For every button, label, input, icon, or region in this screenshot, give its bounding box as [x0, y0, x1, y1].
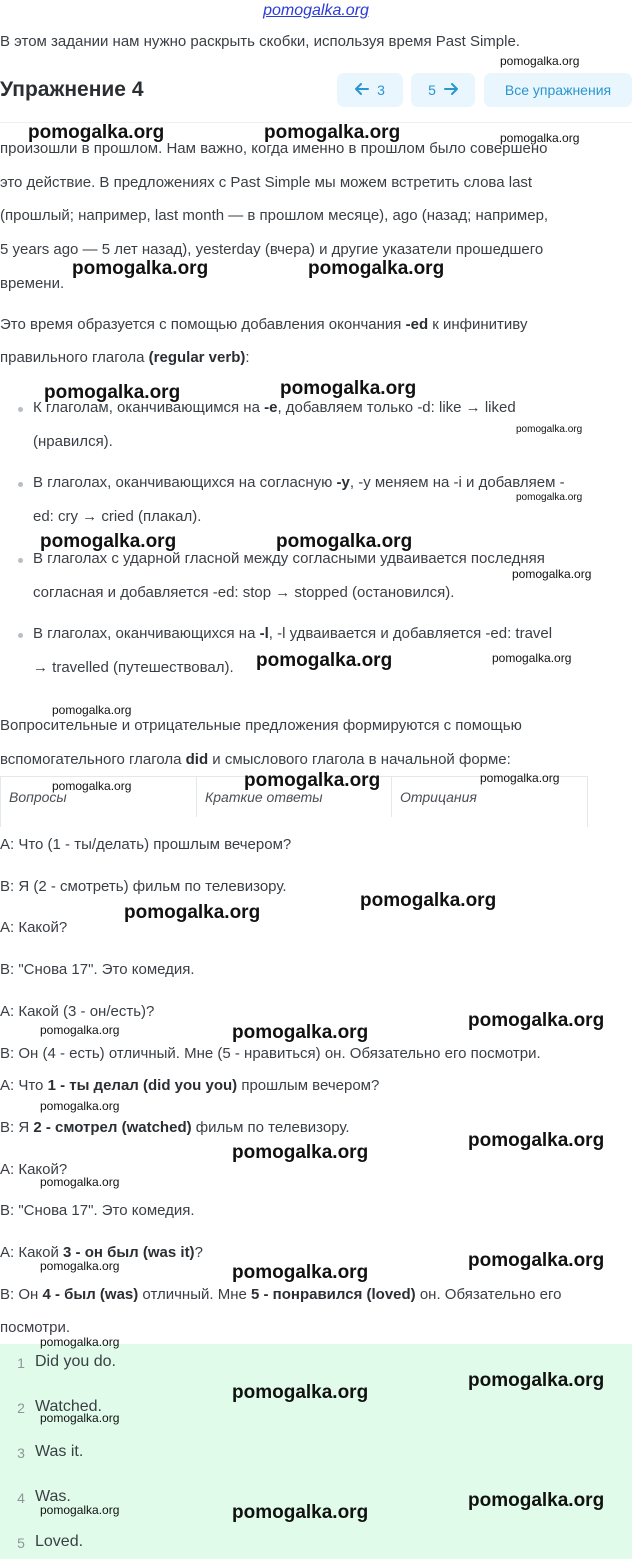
solution-line: посмотри. [0, 1319, 71, 1336]
arrow-right-icon [444, 82, 458, 98]
next-exercise-button[interactable] [411, 73, 475, 107]
list-item: В глаголах, оканчивающихся на согласную -y, -y меняем на -i и добавляем - [33, 474, 565, 491]
list-item: В глаголах, оканчивающихся на -l, -l удваивается и добавляется -ed: travel [33, 625, 553, 642]
exercise-title: Упражнение 4 [0, 78, 144, 101]
watermark-small: pomogalka.org [52, 703, 132, 717]
watermark-small: pomogalka.org [40, 1023, 120, 1037]
bullet-dot [18, 633, 23, 638]
watermark-small: pomogalka.org [40, 1335, 120, 1349]
theory-line: Вопросительные и отрицательные предложения формируются с помощью [0, 717, 522, 734]
solution-line: A: Какой 3 - он был (was it)? [0, 1244, 203, 1261]
list-item-continuation: ed: cry → cried (плакал). [33, 508, 202, 525]
prev-exercise-label: 3 [377, 82, 385, 98]
watermark-small: pomogalka.org [512, 567, 592, 581]
watermark: pomogalka.org [40, 531, 177, 552]
answer-text: Did you do. [35, 1353, 116, 1370]
watermark: pomogalka.org [232, 1262, 369, 1283]
task-line: A: Какой? [0, 919, 68, 936]
watermark-small: pomogalka.org [40, 1259, 120, 1273]
watermark: pomogalka.org [124, 902, 261, 923]
table-header-questions: Вопросы [1, 777, 197, 817]
bullet-dot [18, 558, 23, 563]
watermark: pomogalka.org [276, 531, 413, 552]
task-line: B: "Снова 17". Это комедия. [0, 961, 195, 978]
list-item: В глаголах с ударной гласной между согласными удваивается последняя [33, 550, 545, 567]
next-exercise-label: 5 [428, 82, 436, 98]
watermark-small: pomogalka.org [500, 131, 580, 145]
solution-line: B: Он 4 - был (was) отличный. Мне 5 - понравился (loved) он. Обязательно его [0, 1286, 562, 1303]
answer-number: 2 [17, 1400, 25, 1416]
watermark: pomogalka.org [232, 1142, 369, 1163]
watermark-small: pomogalka.org [52, 779, 132, 793]
watermark: pomogalka.org [468, 1370, 605, 1391]
watermark: pomogalka.org [256, 650, 393, 671]
theory-line: произошли в прошлом. Нам важно, когда именно в прошлом было совершено [0, 140, 548, 157]
all-exercises-label: Все упражнения [504, 82, 612, 98]
watermark-small: pomogalka.org [492, 651, 572, 665]
theory-line: правильного глагола (regular verb): [0, 349, 250, 366]
solution-line: B: "Снова 17". Это комедия. [0, 1202, 195, 1219]
watermark-small: pomogalka.org [500, 54, 580, 68]
watermark-small: pomogalka.org [40, 1411, 120, 1425]
answer-text: Loved. [35, 1533, 84, 1550]
solution-line: A: Какой? [0, 1161, 68, 1178]
task-line: A: Какой (3 - он/есть)? [0, 1003, 155, 1020]
answer-number: 1 [17, 1355, 25, 1371]
bullet-dot [18, 482, 23, 487]
table-header-short-answers: Краткие ответы [197, 777, 392, 817]
theory-line: (прошлый; например, last month — в прошлом месяце), ago (назад; например, [0, 207, 549, 224]
watermark-small: pomogalka.org [40, 1099, 120, 1113]
watermark: pomogalka.org [232, 1022, 369, 1043]
watermark: pomogalka.org [468, 1490, 605, 1511]
watermark: pomogalka.org [44, 382, 181, 403]
watermark-small: pomogalka.org [516, 424, 583, 435]
watermark: pomogalka.org [468, 1010, 605, 1031]
intro-text: В этом задании нам нужно раскрыть скобки, используя время Past Simple. [0, 33, 520, 50]
watermark-small: pomogalka.org [40, 1175, 120, 1189]
watermark: pomogalka.org [280, 378, 417, 399]
answer-text: Was it. [35, 1443, 84, 1460]
site-link[interactable]: pomogalka.org [263, 2, 369, 19]
task-line: B: Он (4 - есть) отличный. Мне (5 - нравиться) он. Обязательно его посмотри. [0, 1045, 541, 1062]
list-item: К глаголам, оканчивающимся на -e, добавляем только -d: like → liked [33, 399, 516, 416]
watermark: pomogalka.org [468, 1250, 605, 1271]
answer-text: Watched. [35, 1398, 102, 1415]
task-line: A: Что (1 - ты/делать) прошлым вечером? [0, 836, 292, 853]
watermark: pomogalka.org [28, 122, 165, 143]
prev-exercise-button[interactable] [337, 73, 403, 107]
watermark: pomogalka.org [232, 1382, 369, 1403]
table-header-negations: Отрицания [400, 789, 477, 805]
watermark: pomogalka.org [244, 770, 381, 791]
theory-line: времени. [0, 275, 65, 292]
solution-line: B: Я 2 - смотрел (watched) фильм по телевизору. [0, 1119, 350, 1136]
list-item-continuation: → travelled (путешествовал). [33, 659, 234, 676]
watermark-small: pomogalka.org [516, 492, 583, 503]
task-line: B: Я (2 - смотреть) фильм по телевизору. [0, 878, 287, 895]
answer-number: 5 [17, 1535, 25, 1551]
watermark: pomogalka.org [308, 258, 445, 279]
answer-number: 3 [17, 1445, 25, 1461]
solution-line: A: Что 1 - ты делал (did you you) прошлым вечером? [0, 1077, 380, 1094]
list-item-continuation: согласная и добавляется -ed: stop → stopped (остановился). [33, 584, 455, 601]
list-item-continuation: (нравился). [33, 433, 113, 450]
theory-line: 5 years ago — 5 лет назад), yesterday (вчера) и другие указатели прошедшего [0, 241, 544, 258]
all-exercises-button[interactable] [484, 73, 632, 107]
watermark-small: pomogalka.org [480, 771, 560, 785]
theory-line: вспомогательного глагола did и смыслового глагола в начальной форме: [0, 751, 511, 768]
answer-number: 4 [17, 1490, 25, 1506]
watermark: pomogalka.org [264, 122, 401, 143]
watermark-small: pomogalka.org [40, 1503, 120, 1517]
bullet-dot [18, 407, 23, 412]
theory-line: Это время образуется с помощью добавления окончания -ed к инфинитиву [0, 316, 528, 333]
watermark: pomogalka.org [468, 1130, 605, 1151]
watermark: pomogalka.org [232, 1502, 369, 1523]
watermark: pomogalka.org [72, 258, 209, 279]
theory-line: это действие. В предложениях с Past Simple мы можем встретить слова last [0, 174, 533, 191]
answer-text: Was. [35, 1488, 71, 1505]
watermark: pomogalka.org [360, 890, 497, 911]
arrow-left-icon [355, 82, 369, 98]
